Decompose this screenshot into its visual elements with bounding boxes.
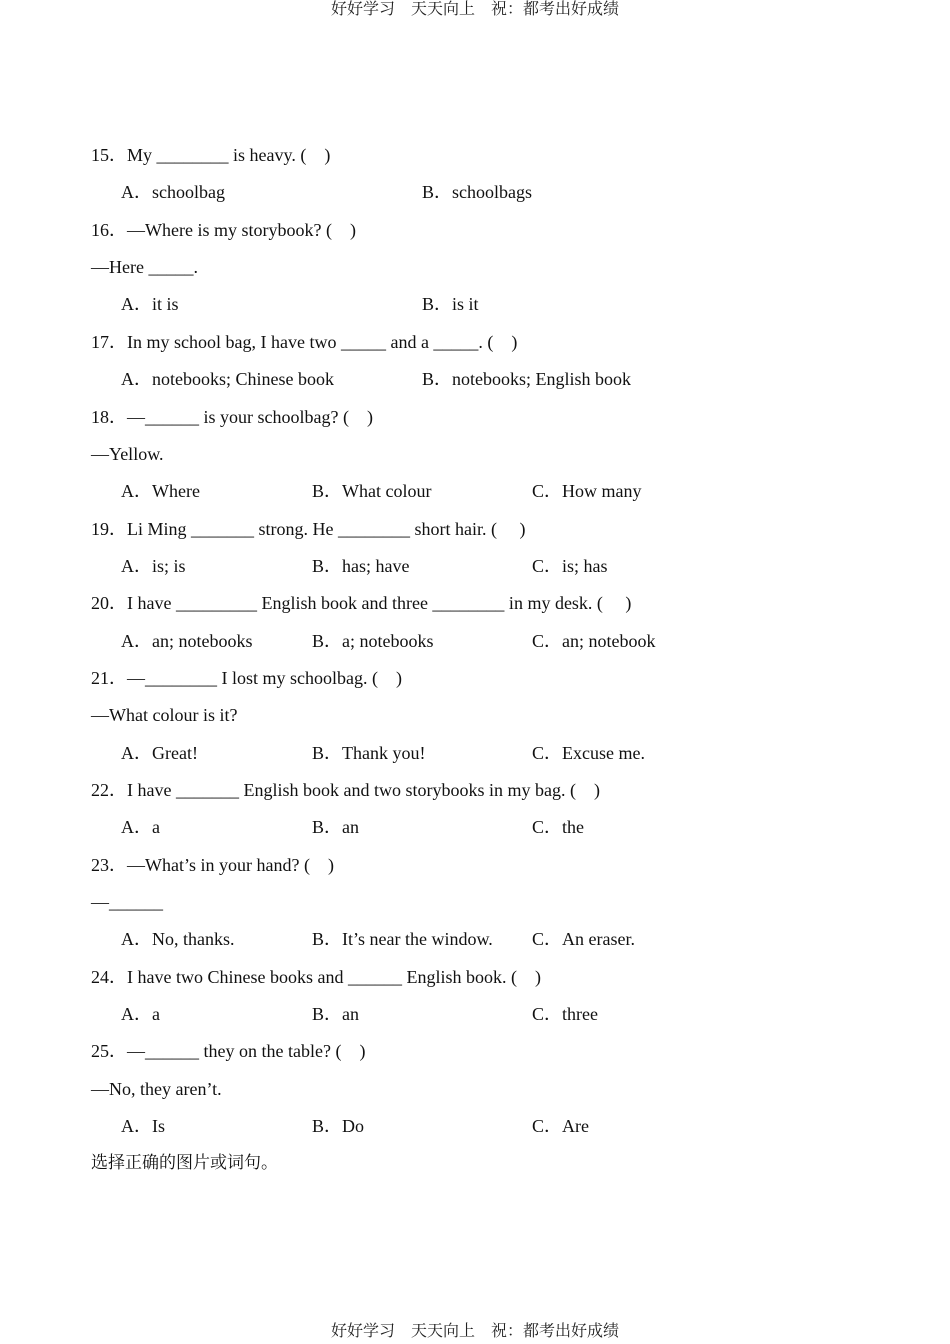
question-21-option-c: C．Excuse me. [532,743,645,763]
question-23-option-b: B．It’s near the window. [312,929,493,949]
question-25-answer-line: —No, they aren’t. [91,1079,222,1099]
question-19-stem: 19．Li Ming _______ strong. He ________ short hair. ( ) [91,519,526,539]
question-25-option-c: C．Are [532,1116,589,1136]
question-20-option-c: C．an; notebook [532,631,656,651]
question-20-option-a: A．an; notebooks [121,631,253,651]
question-15-option-b: B．schoolbags [422,182,532,202]
question-24-option-b: B．an [312,1004,359,1024]
question-19-option-c: C．is; has [532,556,608,576]
question-17-option-b: B．notebooks; English book [422,369,632,389]
section-instruction: 选择正确的图片或词句。 [91,1153,278,1173]
question-18-stem: 18．—______ is your schoolbag? ( ) [91,407,373,427]
page-header: 好好学习 天天向上 祝：都考出好成绩 [330,0,619,18]
question-18-option-c: C．How many [532,481,642,501]
question-25-stem: 25．—______ they on the table? ( ) [91,1041,366,1061]
question-17-stem: 17．In my school bag, I have two _____ and a _____. ( ) [91,332,518,352]
question-22-stem: 22．I have _______ English book and two storybooks in my bag. ( ) [91,780,600,800]
page-footer: 好好学习 天天向上 祝：都考出好成绩 [330,1321,619,1340]
question-16-option-b: B．is it [422,294,479,314]
question-22-option-b: B．an [312,817,359,837]
question-18-option-a: A．Where [121,481,200,501]
question-21-answer-line: —What colour is it? [91,705,238,725]
question-19-option-b: B．has; have [312,556,410,576]
question-23-option-c: C．An eraser. [532,929,635,949]
question-25-option-a: A．Is [121,1116,165,1136]
question-18-answer-line: —Yellow. [91,444,164,464]
question-24-option-a: A．a [121,1004,160,1024]
question-19-option-a: A．is; is [121,556,186,576]
question-17-option-a: A．notebooks; Chinese book [121,369,334,389]
question-15-option-a: A．schoolbag [121,182,225,202]
question-16-option-a: A．it is [121,294,179,314]
question-21-stem: 21．—________ I lost my schoolbag. ( ) [91,668,402,688]
question-20-stem: 20．I have _________ English book and three ________ in my desk. ( ) [91,593,632,613]
question-24-stem: 24．I have two Chinese books and ______ English book. ( ) [91,967,541,987]
question-24-option-c: C．three [532,1004,598,1024]
question-22-option-c: C．the [532,817,584,837]
question-21-option-a: A．Great! [121,743,198,763]
question-22-option-a: A．a [121,817,160,837]
question-16-stem: 16．—Where is my storybook? ( ) [91,220,356,240]
question-25-option-b: B．Do [312,1116,365,1136]
question-23-option-a: A．No, thanks. [121,929,235,949]
question-21-option-b: B．Thank you! [312,743,426,763]
question-23-answer-line: —______ [91,892,163,912]
question-16-answer-line: —Here _____. [91,257,198,277]
question-20-option-b: B．a; notebooks [312,631,434,651]
question-23-stem: 23．—What’s in your hand? ( ) [91,855,334,875]
question-18-option-b: B．What colour [312,481,432,501]
question-15-stem: 15．My ________ is heavy. ( ) [91,145,331,165]
